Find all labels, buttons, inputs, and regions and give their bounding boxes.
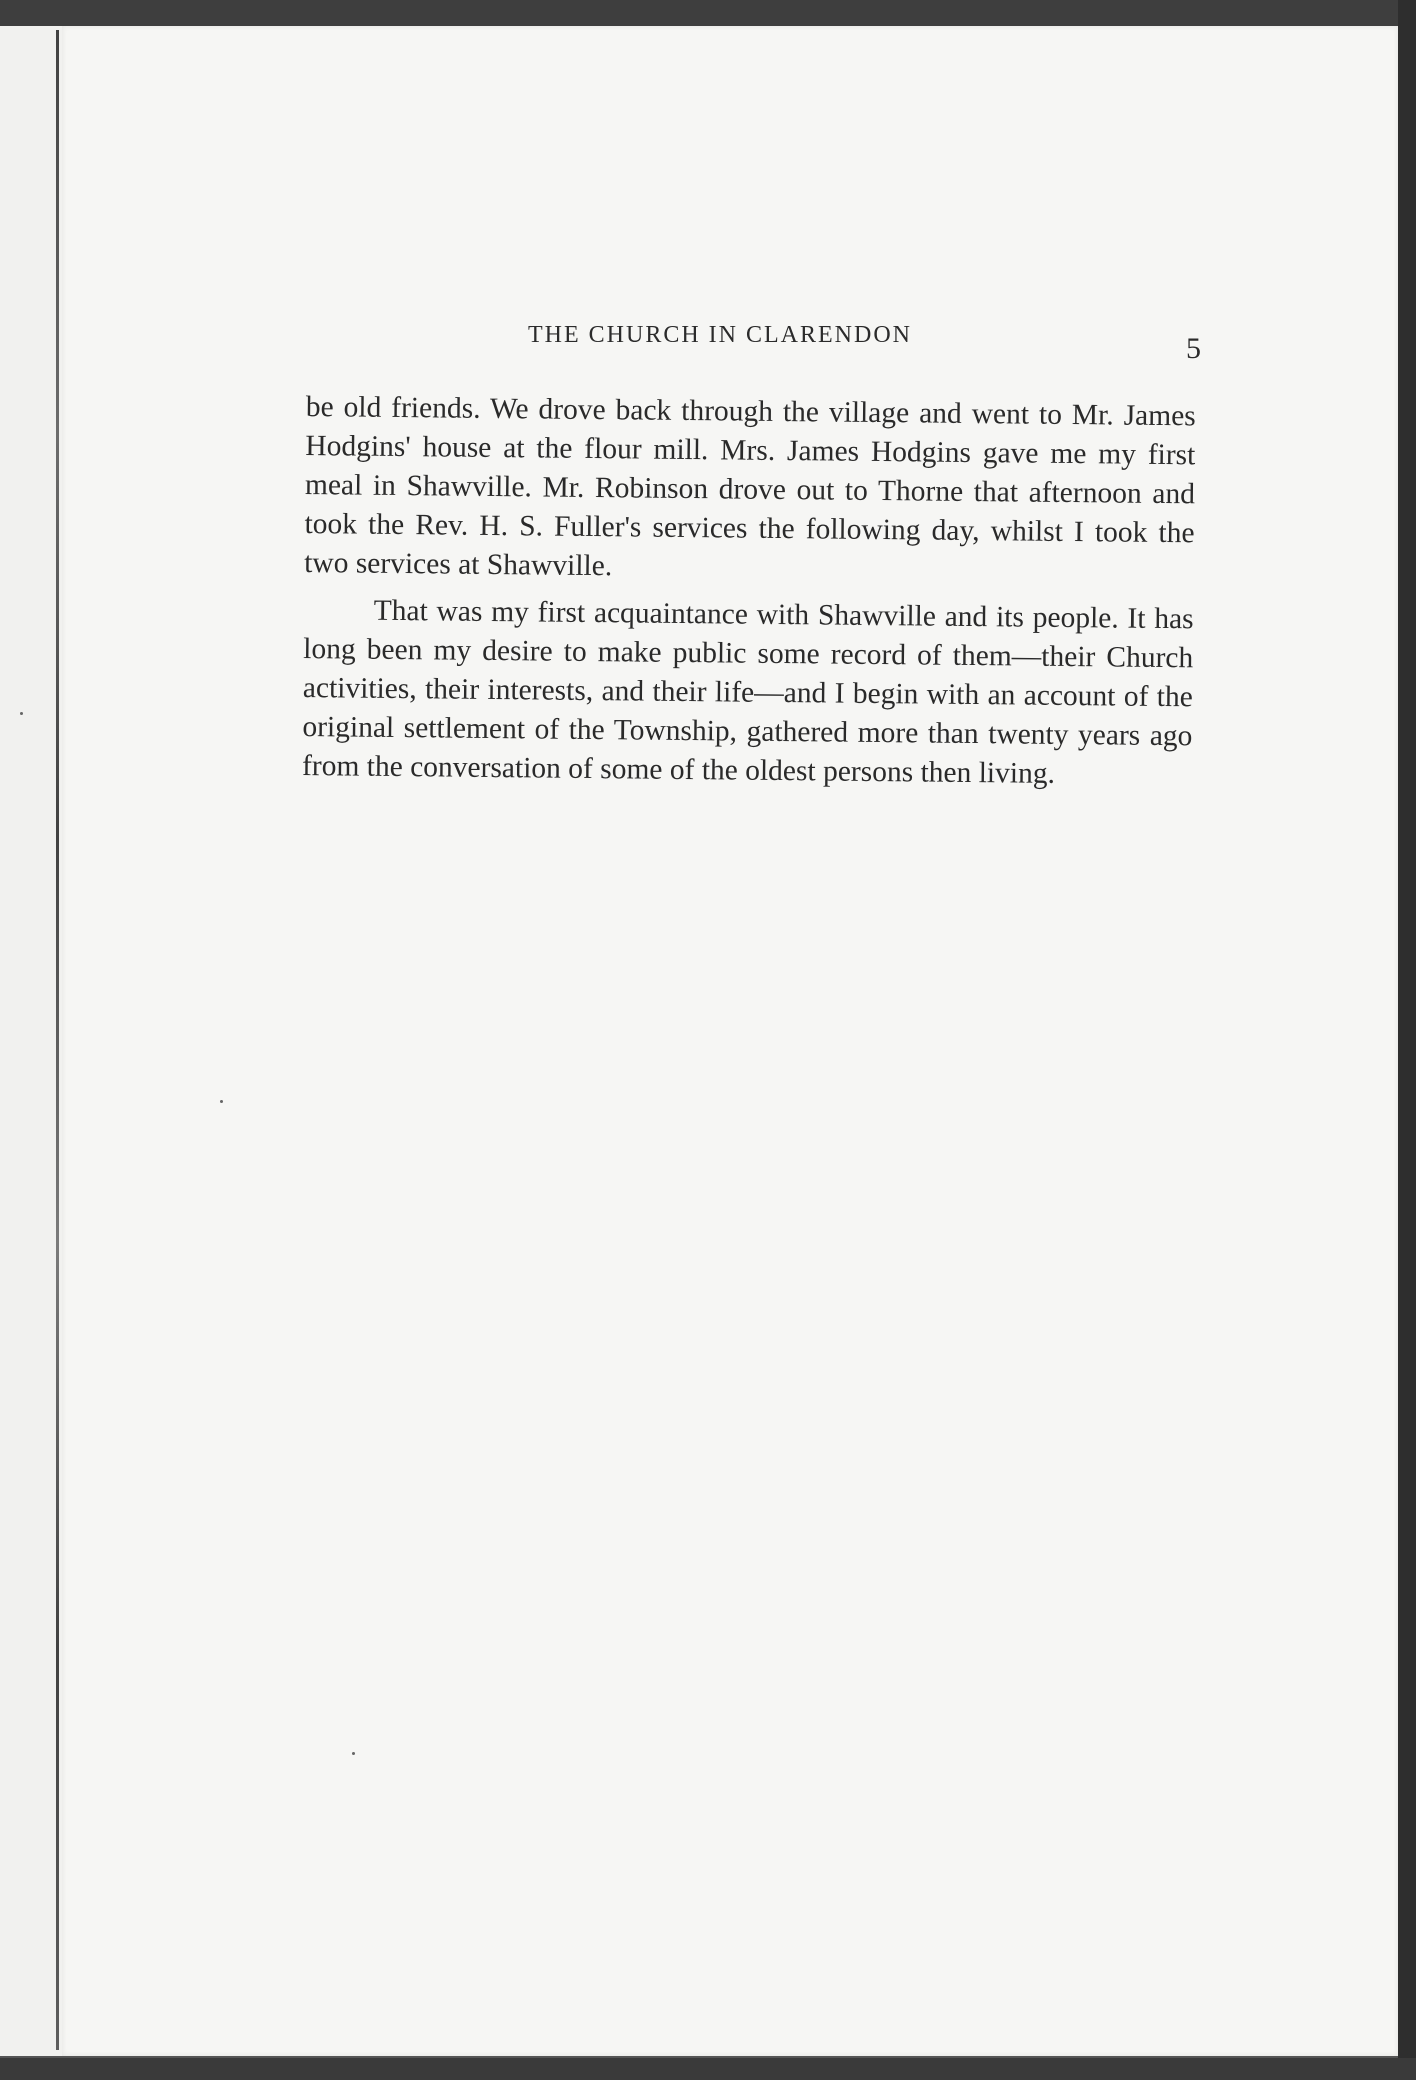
page-number: 5 <box>1186 332 1201 365</box>
running-head: THE CHURCH IN CLARENDON <box>528 322 912 348</box>
bottom-scan-border <box>0 2058 1416 2080</box>
right-scan-border <box>1398 0 1416 2080</box>
binding-shadow <box>56 30 59 2050</box>
scan-speck <box>220 1100 223 1103</box>
paragraph-2: That was my first acquaintance with Shawville and its people. It has long been my desire to make public some record of them—their Church activities, their interests, and their life—and I begin with an account of the original settlement of the Township, gathered more than twenty years ago from the conversation of some of the oldest persons then living. <box>301 594 1194 790</box>
body-text <box>302 388 1196 803</box>
scan-speck <box>352 1752 355 1755</box>
paragraph-1: be old friends. We drove back through the village and went to Mr. James Hodgins' house at the flour mill. Mrs. James Hodgins gave me my first meal in Shawville. Mr. Robinson drove out to Thorne that afternoon and took the Rev. H. S. Fuller's services the following day, whilst I took the two services at Shawville. <box>303 390 1196 583</box>
scan-speck <box>20 712 23 715</box>
